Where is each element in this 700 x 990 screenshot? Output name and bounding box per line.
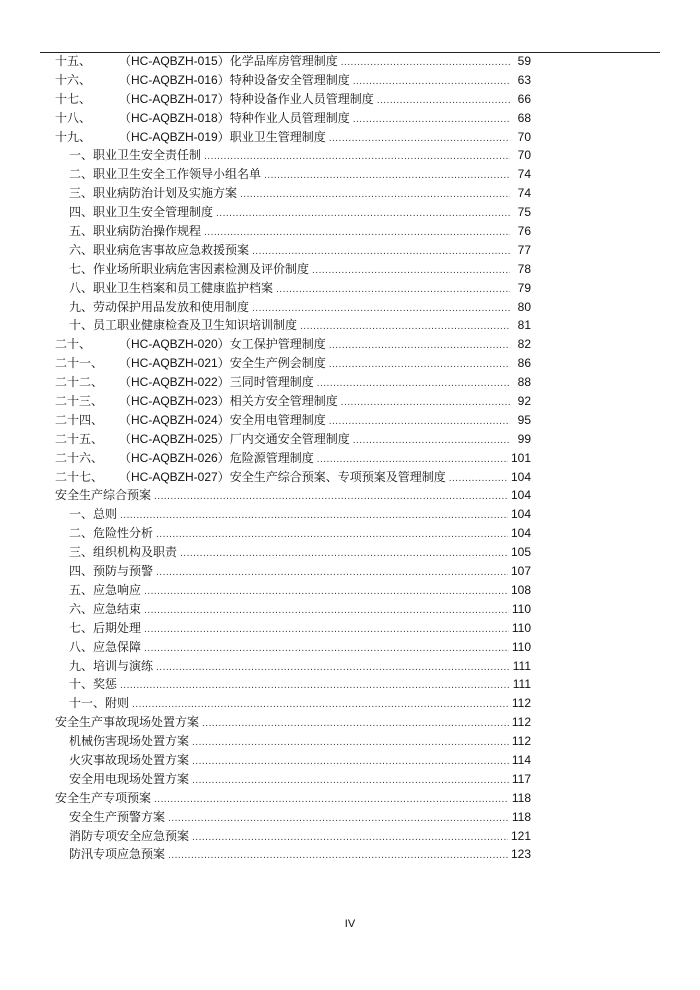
toc-entry-title: 安全用电现场处置方案 [69,771,190,786]
toc-entry[interactable] [55,581,531,600]
toc-entry-code: （HC-AQBZH-024） [119,412,230,427]
toc-entry-number: 二十一、 [55,356,104,371]
toc-entry-title: 七、后期处理 [69,620,142,635]
dot-leader [329,337,510,356]
toc-entry-page: 70 [517,129,531,144]
dot-leader [240,186,510,205]
dot-leader [180,545,508,564]
toc-entry[interactable] [55,600,531,619]
toc-entry-title: 安全生产综合预案 [55,488,152,503]
toc-entry-title: 六、应急结束 [69,601,142,616]
dot-leader [154,488,508,507]
dot-leader [204,224,510,243]
dot-leader [168,847,508,866]
toc-entry[interactable] [55,789,531,808]
toc-entry-page: 112 [511,734,531,749]
toc-entry[interactable] [55,52,531,71]
toc-entry-code: （HC-AQBZH-016） [119,72,230,87]
toc-entry-page: 104 [510,488,531,503]
toc-entry-page: 63 [517,72,531,87]
dot-leader [168,810,509,829]
toc-entry-page: 80 [517,299,531,314]
dot-leader [312,262,510,281]
toc-entry-page: 68 [517,110,531,125]
dot-leader [144,602,509,621]
toc-entry[interactable] [55,298,531,317]
toc-entry-page: 107 [510,564,531,579]
toc-entry[interactable] [55,316,531,335]
dot-leader [192,753,509,772]
dot-leader [156,659,510,678]
toc-entry[interactable] [55,335,531,354]
toc-entry[interactable] [55,241,531,260]
toc-entry-page: 104 [510,526,531,541]
toc-entry-title: 相关方安全管理制度 [229,394,338,409]
toc-entry-title: 安全生产专项预案 [55,790,152,805]
toc-entry[interactable] [55,146,531,165]
toc-entry[interactable] [55,392,531,411]
dot-leader [144,640,509,659]
toc-entry-page: 110 [511,639,531,654]
toc-entry-page: 78 [517,261,531,276]
dot-leader [120,677,510,696]
dot-leader [156,526,508,545]
dot-leader [154,791,509,810]
toc-entry-page: 74 [517,186,531,201]
dot-leader [264,167,510,186]
toc-entry-page: 110 [511,601,531,616]
toc-entry[interactable] [55,619,531,638]
toc-entry[interactable] [55,222,531,241]
toc-entry-number: 二十三、 [55,394,104,409]
dot-leader [192,772,509,791]
toc-entry[interactable] [55,505,531,524]
toc-entry-title: 八、应急保障 [69,639,142,654]
dot-leader [353,432,510,451]
toc-entry-code: （HC-AQBZH-018） [119,110,230,125]
dot-leader [192,734,509,753]
toc-entry-page: 99 [517,431,531,446]
dot-leader [341,394,510,413]
toc-entry-title: 九、培训与演练 [69,658,154,673]
toc-entry-page: 101 [510,450,531,465]
toc-entry[interactable] [55,638,531,657]
toc-entry-title: 三同时管理制度 [229,375,314,390]
toc-entry-title: 安全生产预警方案 [69,809,166,824]
toc-entry-title: 二、危险性分析 [69,526,154,541]
dot-leader [144,621,509,640]
toc-entry-title: 六、职业病危害事故应急救援预案 [69,242,250,257]
toc-entry[interactable] [55,184,531,203]
toc-entry[interactable] [55,657,531,676]
dot-leader [377,92,510,111]
dot-leader [341,54,510,73]
toc-entry-page: 77 [517,242,531,257]
toc-entry-code: （HC-AQBZH-023） [119,394,230,409]
toc-entry-number: 十七、 [55,91,92,106]
toc-entry[interactable] [55,128,531,147]
toc-entry[interactable] [55,165,531,184]
toc-entry-page: 92 [517,394,531,409]
dot-leader [300,318,510,337]
toc-entry-title: 九、劳动保护用品发放和使用制度 [69,299,250,314]
dot-leader [353,73,510,92]
toc-entry-page: 104 [510,469,531,484]
toc-entry[interactable] [55,845,531,864]
toc-entry-title: 消防专项安全应急预案 [69,828,190,843]
dot-leader [449,470,508,489]
dot-leader [329,413,510,432]
toc-entry-code: （HC-AQBZH-022） [119,375,230,390]
toc-entry-title: 五、职业病防治操作规程 [69,224,202,239]
toc-entry-title: 女工保护管理制度 [229,337,326,352]
toc-entry-page: 114 [511,752,531,767]
toc-entry-page: 95 [517,412,531,427]
toc-entry-page: 111 [512,658,531,673]
toc-entry-number: 二十七、 [55,469,104,484]
toc-entry-number: 十九、 [55,129,92,144]
toc-entry[interactable] [55,109,531,128]
dot-leader [216,205,510,224]
toc-entry-title: 二、职业卫生安全工作领导小组名单 [69,167,262,182]
toc-entry-page: 117 [511,771,531,786]
dot-leader [329,356,510,375]
toc-entry-page: 104 [510,507,531,522]
toc-entry-code: （HC-AQBZH-026） [119,450,230,465]
toc-entry-title: 十、员工职业健康检查及卫生知识培训制度 [69,318,298,333]
toc-entry-title: 八、职业卫生档案和员工健康监护档案 [69,280,274,295]
toc-entry-number: 十五、 [55,54,92,68]
toc-entry[interactable] [55,694,531,713]
toc-entry-page: 112 [511,696,531,711]
dot-leader [317,375,510,394]
toc-entry[interactable] [55,524,531,543]
toc-entry-title: 化学品库房管理制度 [229,54,338,68]
page-number: IV [344,918,356,930]
toc-entry-number: 二十四、 [55,412,104,427]
toc-entry[interactable] [55,468,531,487]
toc-entry-title: 安全生产事故现场处置方案 [55,715,200,730]
toc-entry-title: 四、职业卫生安全管理制度 [69,205,214,220]
toc-entry-title: 特种设备安全管理制度 [229,72,350,87]
toc-entry-page: 79 [517,280,531,295]
dot-leader [120,507,508,526]
toc-entry-page: 88 [517,375,531,390]
toc-entry-title: 三、职业病防治计划及实施方案 [69,186,238,201]
toc-entry-page: 76 [517,224,531,239]
dot-leader [192,829,508,848]
toc-entry-title: 四、预防与预警 [69,564,154,579]
toc-entry-number: 二十二、 [55,375,104,390]
toc-entry-page: 70 [517,148,531,163]
toc-entry-page: 110 [511,620,531,635]
toc-entry[interactable] [55,751,531,770]
toc-entry-title: 三、组织机构及职责 [69,545,178,560]
toc-entry-page: 82 [517,337,531,352]
table-of-contents [55,52,531,864]
toc-entry-title: 防汛专项应急预案 [69,847,166,862]
toc-entry-code: （HC-AQBZH-017） [119,91,230,106]
toc-entry-page: 66 [517,91,531,106]
toc-entry[interactable] [55,90,531,109]
toc-entry-page: 75 [517,205,531,220]
dot-leader [202,715,509,734]
toc-entry-code: （HC-AQBZH-027） [119,469,230,484]
toc-entry[interactable] [55,260,531,279]
dot-leader [329,130,510,149]
toc-entry-number: 十八、 [55,110,92,125]
toc-entry-title: 五、应急响应 [69,582,142,597]
toc-entry[interactable] [55,71,531,90]
toc-entry-page: 81 [517,318,531,333]
toc-entry-page: 74 [517,167,531,182]
toc-entry-page: 59 [517,54,531,68]
toc-entry-title: 七、作业场所职业病危害因素检测及评价制度 [69,261,310,276]
toc-entry-code: （HC-AQBZH-021） [119,356,230,371]
toc-entry[interactable] [55,279,531,298]
toc-entry[interactable] [55,732,531,751]
toc-entry[interactable] [55,827,531,846]
toc-entry-page: 111 [512,677,531,692]
toc-entry-title: 一、职业卫生安全责任制 [69,148,202,163]
toc-entry[interactable] [55,713,531,732]
toc-entry[interactable] [55,486,531,505]
toc-entry-title: 一、总则 [69,507,118,522]
toc-entry-number: 二十五、 [55,431,104,446]
toc-entry-page: 112 [511,715,531,730]
toc-entry[interactable] [55,373,531,392]
dot-leader [276,281,510,300]
toc-entry-page: 121 [510,828,531,843]
toc-entry-page: 105 [510,545,531,560]
toc-entry-title: 安全生产综合预案、专项预案及管理制度 [229,469,446,484]
toc-entry-title: 十一、附则 [69,696,130,711]
toc-entry-page: 86 [517,356,531,371]
toc-entry-number: 二十、 [55,337,92,352]
toc-entry-page: 108 [510,582,531,597]
toc-entry-title: 安全生产例会制度 [229,356,326,371]
toc-entry-page: 118 [511,809,531,824]
toc-entry[interactable] [55,203,531,222]
dot-leader [156,564,508,583]
toc-entry-code: （HC-AQBZH-015） [119,54,230,68]
toc-entry-title: 危险源管理制度 [229,450,314,465]
toc-entry-title: 火灾事故现场处置方案 [69,752,190,767]
toc-entry-number: 十六、 [55,72,92,87]
toc-entry-code: （HC-AQBZH-025） [119,431,230,446]
toc-entry[interactable] [55,808,531,827]
toc-entry-title: 安全用电管理制度 [229,412,326,427]
toc-entry[interactable] [55,562,531,581]
toc-entry-title: 十、奖惩 [69,677,118,692]
toc-entry[interactable] [55,430,531,449]
toc-entry[interactable] [55,675,531,694]
toc-entry-title: 厂内交通安全管理制度 [229,431,350,446]
toc-entry[interactable] [55,543,531,562]
toc-entry-page: 123 [510,847,531,862]
toc-entry-title: 特种设备作业人员管理制度 [229,91,374,106]
dot-leader [353,111,510,130]
toc-entry[interactable] [55,411,531,430]
toc-entry-code: （HC-AQBZH-019） [119,129,230,144]
toc-entry-title: 职业卫生管理制度 [229,129,326,144]
toc-entry-code: （HC-AQBZH-020） [119,337,230,352]
dot-leader [144,583,508,602]
toc-entry[interactable] [55,449,531,468]
toc-entry-page: 118 [511,790,531,805]
toc-entry-number: 二十六、 [55,450,104,465]
toc-entry[interactable] [55,354,531,373]
toc-entry-title: 特种作业人员管理制度 [229,110,350,125]
toc-entry-title: 机械伤害现场处置方案 [69,734,190,749]
toc-entry[interactable] [55,770,531,789]
